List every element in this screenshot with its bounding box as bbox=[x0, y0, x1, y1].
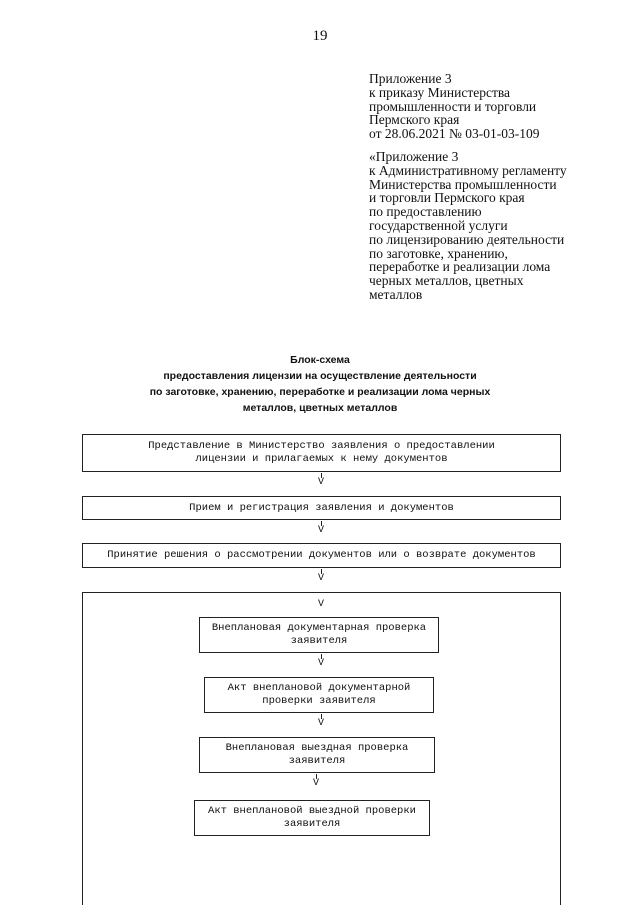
flow-arrow: V bbox=[311, 473, 331, 488]
flow-step-documentary-inspection bbox=[199, 617, 439, 653]
title-line: металлов, цветных металлов bbox=[242, 402, 398, 414]
flow-step-text: Представление в Министерство заявления о предоставлении bbox=[148, 440, 495, 452]
appendix-regulation-line: по лицензированию деятельности bbox=[369, 231, 565, 247]
flow-step-text: заявителя bbox=[290, 635, 348, 647]
appendix-regulation-line: переработке и реализации лома bbox=[369, 259, 551, 275]
appendix-order-line: к приказу Министерства bbox=[369, 84, 511, 100]
page-number: 19 bbox=[312, 28, 328, 44]
flow-step-registration bbox=[82, 496, 561, 520]
title-line: по заготовке, хранению, переработке и реализации лома черных bbox=[149, 386, 491, 398]
appendix-regulation-line: по предоставлению bbox=[369, 204, 482, 220]
flow-arrow: V bbox=[311, 569, 331, 584]
flow-step-text: Принятие решения о рассмотрении документов или о возврате документов bbox=[107, 549, 536, 561]
flow-step-decision bbox=[82, 543, 561, 568]
flow-step-submission bbox=[82, 434, 561, 472]
appendix-regulation-line: Министерства промышленности bbox=[369, 176, 557, 192]
flow-arrow: V bbox=[306, 774, 326, 789]
flow-step-text: лицензии и прилагаемых к нему документов bbox=[195, 453, 448, 465]
appendix-regulation-line: черных металлов, цветных bbox=[369, 273, 524, 289]
appendix-order-header bbox=[369, 72, 619, 141]
appendix-regulation-line: металлов bbox=[369, 286, 423, 302]
flow-step-text: Внеплановая выездная проверка bbox=[225, 742, 409, 754]
appendix-order-line: Пермского края bbox=[369, 112, 460, 128]
flow-step-text: Внеплановая документарная проверка bbox=[211, 622, 427, 634]
flow-step-onsite-act bbox=[194, 800, 430, 836]
title-line: Блок-схема bbox=[290, 354, 350, 366]
appendix-regulation-header bbox=[369, 150, 619, 302]
flow-arrow: V bbox=[311, 521, 331, 536]
flow-step-text: Прием и регистрация заявления и документов bbox=[189, 501, 454, 514]
appendix-regulation-line: государственной услуги bbox=[369, 217, 508, 233]
flowchart-title bbox=[120, 352, 520, 416]
flow-step-text: заявителя bbox=[288, 755, 346, 767]
flow-arrow: V bbox=[317, 599, 324, 610]
appendix-order-line: промышленности и торговли bbox=[369, 98, 537, 114]
appendix-order-line: Приложение 3 bbox=[369, 71, 452, 86]
flow-arrow: V bbox=[311, 714, 331, 729]
appendix-regulation-line: «Приложение 3 bbox=[369, 149, 459, 164]
flow-step-onsite-inspection bbox=[199, 737, 435, 773]
appendix-regulation-line: и торговли Пермского края bbox=[369, 190, 525, 206]
flow-step-text: Акт внеплановой выездной проверки bbox=[208, 805, 416, 817]
title-line: предоставления лицензии на осуществление деятельности bbox=[163, 370, 477, 382]
flow-step-text: проверки заявителя bbox=[262, 695, 376, 707]
flow-step-documentary-act bbox=[204, 677, 434, 713]
flow-arrow: V bbox=[311, 654, 331, 669]
flow-step-text: заявителя bbox=[283, 818, 341, 830]
appendix-regulation-line: к Административному регламенту bbox=[369, 162, 567, 178]
appendix-regulation-line: по заготовке, хранению, bbox=[369, 245, 508, 261]
flow-step-text: Акт внеплановой документарной bbox=[227, 682, 411, 694]
appendix-order-line: от 28.06.2021 № 03-01-03-109 bbox=[369, 126, 540, 142]
